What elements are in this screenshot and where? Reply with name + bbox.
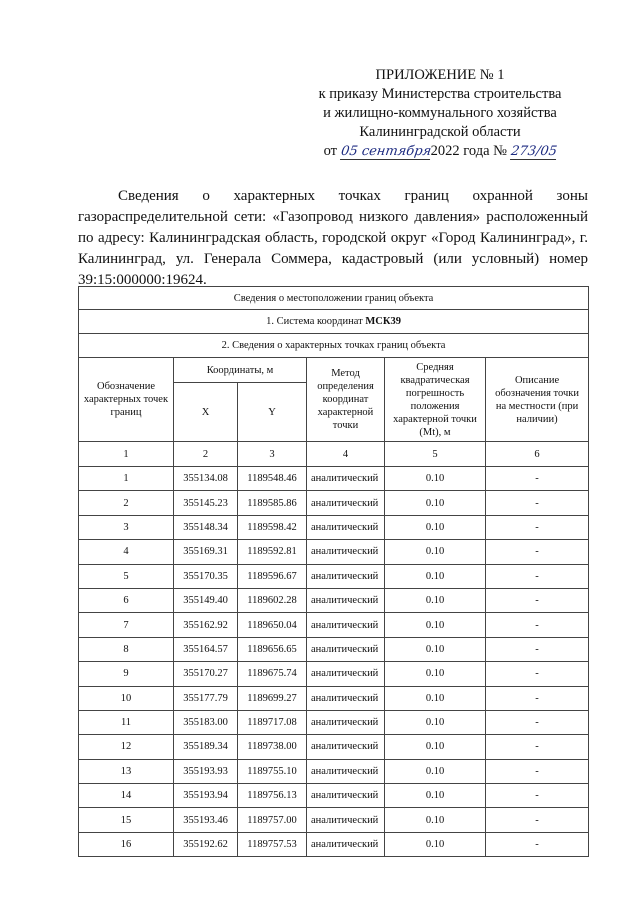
point-number-cell: 9	[79, 662, 174, 686]
coord-y-cell: 1189598.42	[238, 515, 307, 539]
coord-y-cell: 1189675.74	[238, 662, 307, 686]
point-number-cell: 14	[79, 784, 174, 808]
coord-x-cell: 355170.35	[174, 564, 238, 588]
boundary-points-table	[78, 286, 589, 857]
coord-x-cell: 355193.94	[174, 784, 238, 808]
coord-y-cell: 1189738.00	[238, 735, 307, 759]
point-number-cell: 13	[79, 759, 174, 783]
column-number: 3	[238, 442, 307, 467]
appendix-header	[300, 66, 580, 161]
coord-x-cell: 355164.57	[174, 637, 238, 661]
point-number-cell: 7	[79, 613, 174, 637]
description-cell: -	[486, 491, 589, 515]
point-number-cell: 4	[79, 540, 174, 564]
coord-y-cell: 1189656.65	[238, 637, 307, 661]
coord-x-cell: 355192.62	[174, 832, 238, 856]
point-number-cell: 15	[79, 808, 174, 832]
description-cell: -	[486, 686, 589, 710]
error-cell: 0.10	[385, 735, 486, 759]
coord-x-cell: 355148.34	[174, 515, 238, 539]
coord-y-cell: 1189602.28	[238, 588, 307, 612]
coord-x-cell: 355169.31	[174, 540, 238, 564]
method-cell: аналитический	[307, 784, 385, 808]
point-number-cell: 16	[79, 832, 174, 856]
error-cell: 0.10	[385, 613, 486, 637]
coordinate-system-value: МСК39	[365, 316, 401, 327]
coord-x-cell: 355170.27	[174, 662, 238, 686]
description-cell: -	[486, 710, 589, 734]
description-cell: -	[486, 613, 589, 637]
coord-y-cell: 1189717.08	[238, 710, 307, 734]
method-cell: аналитический	[307, 637, 385, 661]
table-row	[79, 710, 589, 734]
coord-x-cell: 355183.00	[174, 710, 238, 734]
table-row	[79, 808, 589, 832]
coordinate-system-label: 1. Система координат	[266, 316, 363, 327]
table-row	[79, 784, 589, 808]
table-row	[79, 662, 589, 686]
coordinate-system-row	[79, 310, 589, 334]
header-error: Средняя квадратическая погрешность положения характерной точки (Mt), м	[385, 358, 486, 442]
coord-y-cell: 1189650.04	[238, 613, 307, 637]
method-cell: аналитический	[307, 540, 385, 564]
method-cell: аналитический	[307, 832, 385, 856]
coord-x-cell: 355177.79	[174, 686, 238, 710]
coord-y-cell: 1189699.27	[238, 686, 307, 710]
order-line-1: к приказу Министерства строительства	[318, 86, 562, 102]
table-row	[79, 613, 589, 637]
description-cell: -	[486, 832, 589, 856]
table-row	[79, 467, 589, 491]
table-row	[79, 588, 589, 612]
coord-y-cell: 1189757.00	[238, 808, 307, 832]
method-cell: аналитический	[307, 588, 385, 612]
point-number-cell: 3	[79, 515, 174, 539]
point-number-cell: 8	[79, 637, 174, 661]
appendix-title: ПРИЛОЖЕНИЕ № 1	[375, 67, 505, 83]
error-cell: 0.10	[385, 759, 486, 783]
description-cell: -	[486, 540, 589, 564]
error-cell: 0.10	[385, 491, 486, 515]
coord-y-cell: 1189756.13	[238, 784, 307, 808]
error-cell: 0.10	[385, 784, 486, 808]
header-method: Метод определения координат характерной точки	[307, 358, 385, 442]
point-number-cell: 1	[79, 467, 174, 491]
table-row	[79, 564, 589, 588]
method-cell: аналитический	[307, 759, 385, 783]
point-number-cell: 5	[79, 564, 174, 588]
error-cell: 0.10	[385, 662, 486, 686]
coord-x-cell: 355189.34	[174, 735, 238, 759]
column-number: 4	[307, 442, 385, 467]
coord-x-cell: 355162.92	[174, 613, 238, 637]
header-row-top	[79, 358, 589, 383]
point-number-cell: 2	[79, 491, 174, 515]
header-y: Y	[238, 383, 307, 442]
description-cell: -	[486, 735, 589, 759]
error-cell: 0.10	[385, 540, 486, 564]
point-number-cell: 6	[79, 588, 174, 612]
header-x: X	[174, 383, 238, 442]
points-section-title: 2. Сведения о характерных точках границ объекта	[79, 334, 589, 358]
coord-y-cell: 1189757.53	[238, 832, 307, 856]
table-row	[79, 515, 589, 539]
description-cell: -	[486, 588, 589, 612]
coord-x-cell: 355193.46	[174, 808, 238, 832]
column-number: 6	[486, 442, 589, 467]
point-number-cell: 12	[79, 735, 174, 759]
coord-y-cell: 1189592.81	[238, 540, 307, 564]
description-cell: -	[486, 515, 589, 539]
table-title: Сведения о местоположении границ объекта	[79, 287, 589, 310]
method-cell: аналитический	[307, 491, 385, 515]
error-cell: 0.10	[385, 588, 486, 612]
column-number: 1	[79, 442, 174, 467]
column-number: 5	[385, 442, 486, 467]
table-row	[79, 540, 589, 564]
coord-x-cell: 355149.40	[174, 588, 238, 612]
header-coords: Координаты, м	[174, 358, 307, 383]
error-cell: 0.10	[385, 515, 486, 539]
method-cell: аналитический	[307, 808, 385, 832]
method-cell: аналитический	[307, 735, 385, 759]
coord-x-cell: 355193.93	[174, 759, 238, 783]
method-cell: аналитический	[307, 662, 385, 686]
method-cell: аналитический	[307, 710, 385, 734]
table-row	[79, 686, 589, 710]
order-date-line	[300, 142, 580, 161]
table-row	[79, 832, 589, 856]
coord-y-cell: 1189755.10	[238, 759, 307, 783]
coord-y-cell: 1189548.46	[238, 467, 307, 491]
method-cell: аналитический	[307, 686, 385, 710]
error-cell: 0.10	[385, 564, 486, 588]
table-title-row	[79, 287, 589, 310]
coord-y-cell: 1189596.67	[238, 564, 307, 588]
description-cell: -	[486, 808, 589, 832]
description-cell: -	[486, 467, 589, 491]
description-cell: -	[486, 784, 589, 808]
error-cell: 0.10	[385, 637, 486, 661]
column-number: 2	[174, 442, 238, 467]
header-point: Обозначение характерных точек границ	[79, 358, 174, 442]
point-number-cell: 11	[79, 710, 174, 734]
description-cell: -	[486, 637, 589, 661]
method-cell: аналитический	[307, 467, 385, 491]
coord-x-cell: 355145.23	[174, 491, 238, 515]
error-cell: 0.10	[385, 808, 486, 832]
table-row	[79, 637, 589, 661]
column-number-row	[79, 442, 589, 467]
method-cell: аналитический	[307, 564, 385, 588]
point-number-cell: 10	[79, 686, 174, 710]
intro-paragraph: Сведения о характерных точках границ охранной зоны газораспределительной сети: «Газопровод низкого давления» расположенный по адресу: Калининградская область, городской округ «Город Калининград», г. Калининград, ул. Генерала Соммера, кадастровый (или условный) номер 39:15:000000:19624.	[78, 188, 588, 288]
table-row	[79, 735, 589, 759]
order-line-3: Калининградской области	[359, 124, 521, 140]
error-cell: 0.10	[385, 686, 486, 710]
date-prefix: от	[323, 143, 338, 159]
table-row	[79, 759, 589, 783]
coord-x-cell: 355134.08	[174, 467, 238, 491]
handwritten-order-number: 273/05	[509, 144, 558, 159]
description-cell: -	[486, 662, 589, 686]
date-year: 2022 года №	[430, 143, 507, 159]
method-cell: аналитический	[307, 613, 385, 637]
method-cell: аналитический	[307, 515, 385, 539]
header-description: Описание обозначения точки на местности (при наличии)	[486, 358, 589, 442]
table-row	[79, 491, 589, 515]
order-line-2: и жилищно-коммунального хозяйства	[323, 105, 557, 121]
coord-y-cell: 1189585.86	[238, 491, 307, 515]
points-section-row	[79, 334, 589, 358]
handwritten-date: 05 сентября	[339, 144, 432, 159]
error-cell: 0.10	[385, 832, 486, 856]
description-cell: -	[486, 759, 589, 783]
coordinate-system-cell	[79, 310, 589, 334]
error-cell: 0.10	[385, 710, 486, 734]
description-cell: -	[486, 564, 589, 588]
error-cell: 0.10	[385, 467, 486, 491]
